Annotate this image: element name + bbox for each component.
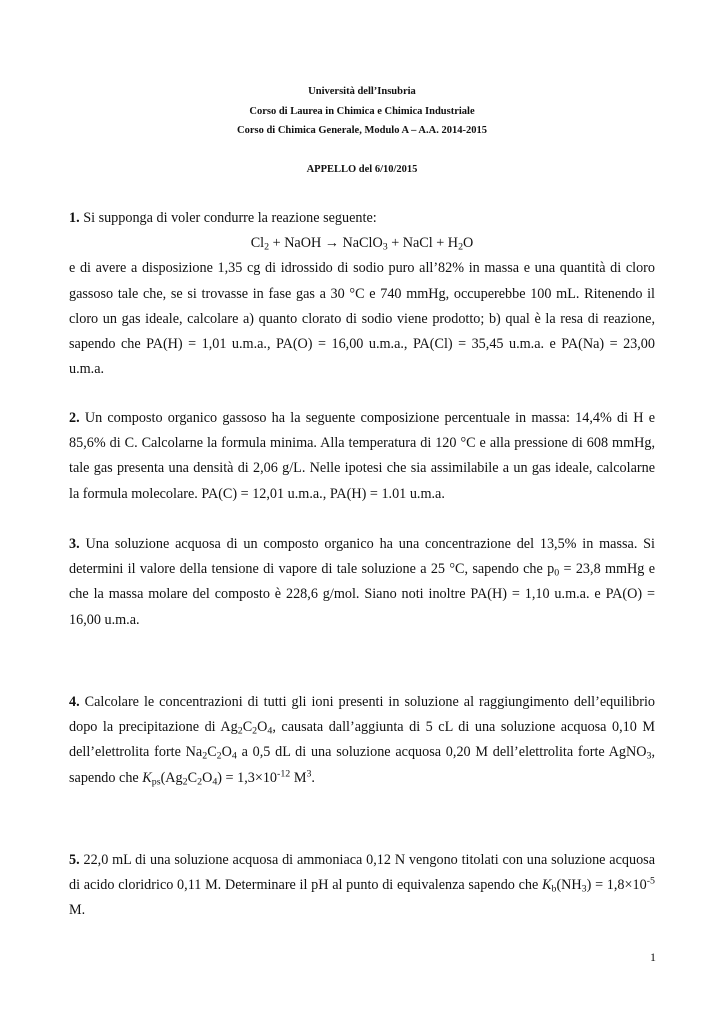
subscript: 4 [267,725,273,737]
problem-4-text: C [242,719,253,736]
problem-3 [69,532,655,633]
subscript: 2 [197,776,203,788]
problem-4-text: , causata dall’aggiunta di 5 cL di una soluzione acquosa 0,10 M dell’elettrolita forte Na [69,719,655,761]
subscript: 2 [202,750,208,762]
header-module: Corso di Chimica Generale, Modulo A – A.A. 2014-2015 [237,125,487,136]
ksp-symbol: K [142,769,152,786]
problem-5-number: 5. [69,852,80,868]
problem-1-text: e di avere a disposizione 1,35 cg di idrossido di sodio puro all’82% in massa e una quantità di cloro gassoso tale che, se si trovasse in fase gas a 30 °C e 740 mmHg, occuperebbe 100 mL. Ritenendo il cloro un gas ideale, calcolare a) quanto clorato di sodio viene prodotto; b) qual è la resa di reazione, sapendo che PA(H) = 1,01 u.m.a., PA(O) = 16,00 u.m.a., PA(Cl) = 35,45 u.m.a. e PA(Na) = 23,00 u.m.a. [69,260,655,378]
problem-1 [69,206,655,382]
problem-4-number: 4. [69,694,80,710]
reaction-equation [69,231,655,256]
subscript: 2 [182,776,188,788]
problem-4-text: , sapendo che [69,744,656,786]
problem-4-text: ) = 1,3×10 [217,769,278,786]
superscript: -12 [277,768,291,780]
problem-1-intro: Si supponga di voler condurre la reazione seguente: [83,210,377,226]
problem-4-text: O [221,744,232,761]
problem-5-text: 22,0 mL di una soluzione acquosa di ammoniaca 0,12 N vengono titolati con una soluzione acquosa di acido cloridrico 0,11 M. Determinare il pH al punto di equivalenza sapendo che [69,852,656,894]
problem-5-text: ) = 1,8×10 [586,877,647,894]
problem-3-text: Una soluzione acquosa di un composto organico ha una concentrazione del 13,5% in massa. Si determini il valore della tensione di vapore di tale soluzione a 25 °C, sapendo che p [69,536,656,578]
subscript: 2 [237,725,243,737]
eq-part: + NaCl + H [387,235,459,252]
problem-4-text: C [187,769,198,786]
problem-2-number: 2. [69,410,80,426]
problem-4-text: . [311,769,315,786]
problem-1-intro-line [69,210,377,226]
kb-symbol: K [542,877,552,894]
subscript: 4 [212,776,218,788]
problem-3-text: = 23,8 mmHg e che la massa molare del composto è 228,6 g/mol. Siano noti inoltre PA(H) = 1,10 u.m.a. e PA(O) = 16,00 u.m.a. [69,561,655,628]
subscript: 0 [554,567,560,579]
problem-4-text: O [202,769,213,786]
subscript: 2 [216,750,222,762]
problem-4-text: M [290,769,307,786]
problem-4-text: Calcolare le concentrazioni di tutti gli ioni presenti in soluzione al raggiungimento dell’equilibrio dopo la precipitazione di Ag [69,694,655,736]
problem-5-text: M. [69,902,86,919]
problem-5 [69,848,655,924]
eq-sub: 2 [264,241,270,253]
subscript: 2 [252,725,258,737]
page-number: 1 [650,950,656,964]
eq-sub: 2 [458,241,464,253]
subscript: ps [151,776,161,788]
subscript: 4 [231,750,237,762]
problem-4-text: (Ag [160,769,183,786]
problem-4 [69,690,655,791]
problem-4-text: O [257,719,268,736]
problem-3-number: 3. [69,536,80,552]
superscript: 3 [306,768,312,780]
header-exam: APPELLO del 6/10/2015 [306,164,418,175]
subscript: b [551,883,557,895]
problem-5-text: (NH [556,877,582,894]
problem-4-text: C [207,744,217,761]
eq-part: Cl [250,235,265,252]
header-university: Università dell’Insubria [308,86,416,97]
problem-2 [69,406,655,507]
superscript: -5 [646,875,655,887]
eq-part: + NaOH → NaClO [269,235,383,252]
problem-2-text: Un composto organico gassoso ha la seguente composizione percentuale in massa: 14,4% di H e 85,6% di C. Calcolarne la formula minima. Alla temperatura di 120 °C e alla pressione di 608 mmHg, tale gas presenta una densità di 2,06 g/L. Nelle ipotesi che sia assimilabile a un gas ideale, calcolarne la formula molecolare. PA(C) = 12,01 u.m.a., PA(H) = 1.01 u.m.a. [69,410,655,502]
eq-part: O [463,235,474,252]
eq-sub: 3 [382,241,388,253]
problem-4-text: a 0,5 dL di una soluzione acquosa 0,20 M dell’elettrolita forte AgNO [236,744,647,761]
subscript: 3 [581,883,587,895]
problem-1-number: 1. [69,210,80,226]
subscript: 3 [646,750,652,762]
header-course: Corso di Laurea in Chimica e Chimica Industriale [249,106,475,117]
